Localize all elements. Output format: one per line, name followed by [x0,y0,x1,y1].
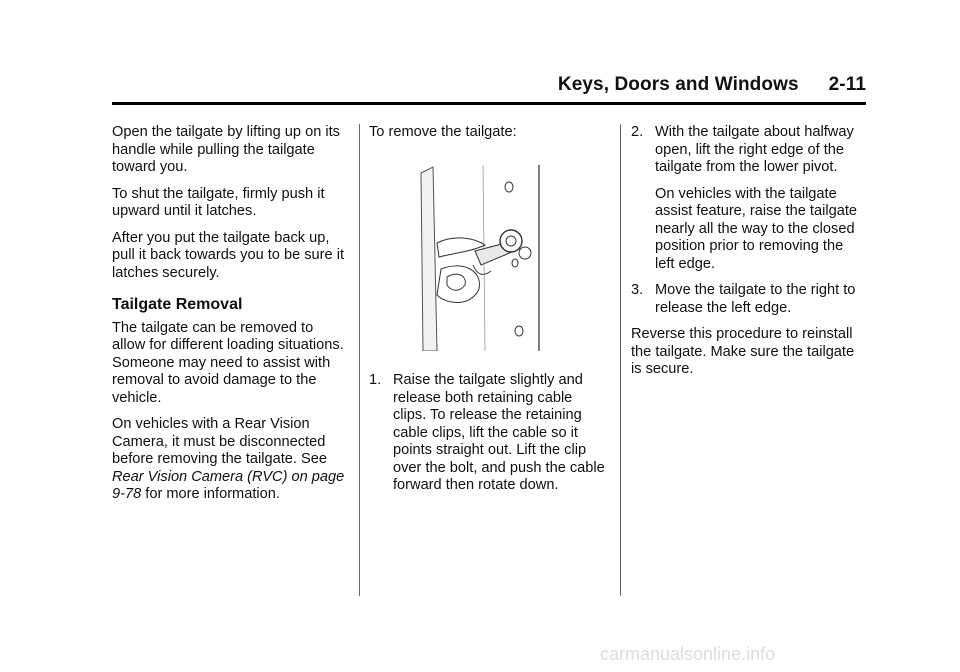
step-text: Move the tailgate to the right to release the left edge. [655,282,856,316]
step-text: Raise the tailgate slightly and release both retaining cable clips. To release the retaining cable clips, lift the cable so it points straight out. Lift the clip over the bolt, and push the cable forward then rotate down. [393,372,605,493]
tailgate-cable-illustration [413,165,557,351]
column-left [112,124,350,513]
list-item [369,372,609,495]
paragraph-end: for more information. [145,486,280,502]
section-title: Keys, Doors and Windows [557,74,799,95]
step-text: With the tailgate about halfway open, lift the right edge of the tailgate from the lower pivot. [655,124,854,175]
paragraph: To remove the tailgate: [369,124,517,140]
column-divider [620,124,621,596]
list-item [631,282,863,317]
column-middle [369,124,609,504]
paragraph-text: On vehicles with a Rear Vision Camera, it must be disconnected before removing the tailgate. [112,416,326,467]
step-number: 2. [631,124,644,140]
step-number: 1. [369,372,382,388]
list-item [631,124,863,177]
paragraph: Open the tailgate by lifting up on its handle while pulling the tailgate toward you. [112,124,340,175]
step-note: On vehicles with the tailgate assist feature, raise the tailgate nearly all the way to the closed position prior to removing the left edge. [655,185,857,272]
watermark: carmanualsonline.info [600,644,776,664]
paragraph: Reverse this procedure to reinstall the tailgate. Make sure the tailgate is secure. [631,326,855,377]
paragraph [112,416,350,504]
see-label: See [301,451,327,467]
column-divider [359,124,360,596]
page-header [558,74,866,96]
page-number: 2-11 [828,74,866,95]
column-right [631,124,863,388]
section-heading: Tailgate Removal [112,296,243,313]
step-number: 3. [631,282,644,298]
paragraph: To shut the tailgate, firmly push it upward until it latches. [112,185,325,219]
paragraph: The tailgate can be removed to allow for different loading situations. Someone may need to assist with removal to avoid damage to the vehicle. [112,319,344,406]
header-rule [112,102,866,105]
cross-reference-link[interactable]: Rear Vision Camera (RVC) on page 9-78 [112,468,345,502]
paragraph: After you put the tailgate back up, pull it back towards you to be sure it latches securely. [112,229,344,281]
